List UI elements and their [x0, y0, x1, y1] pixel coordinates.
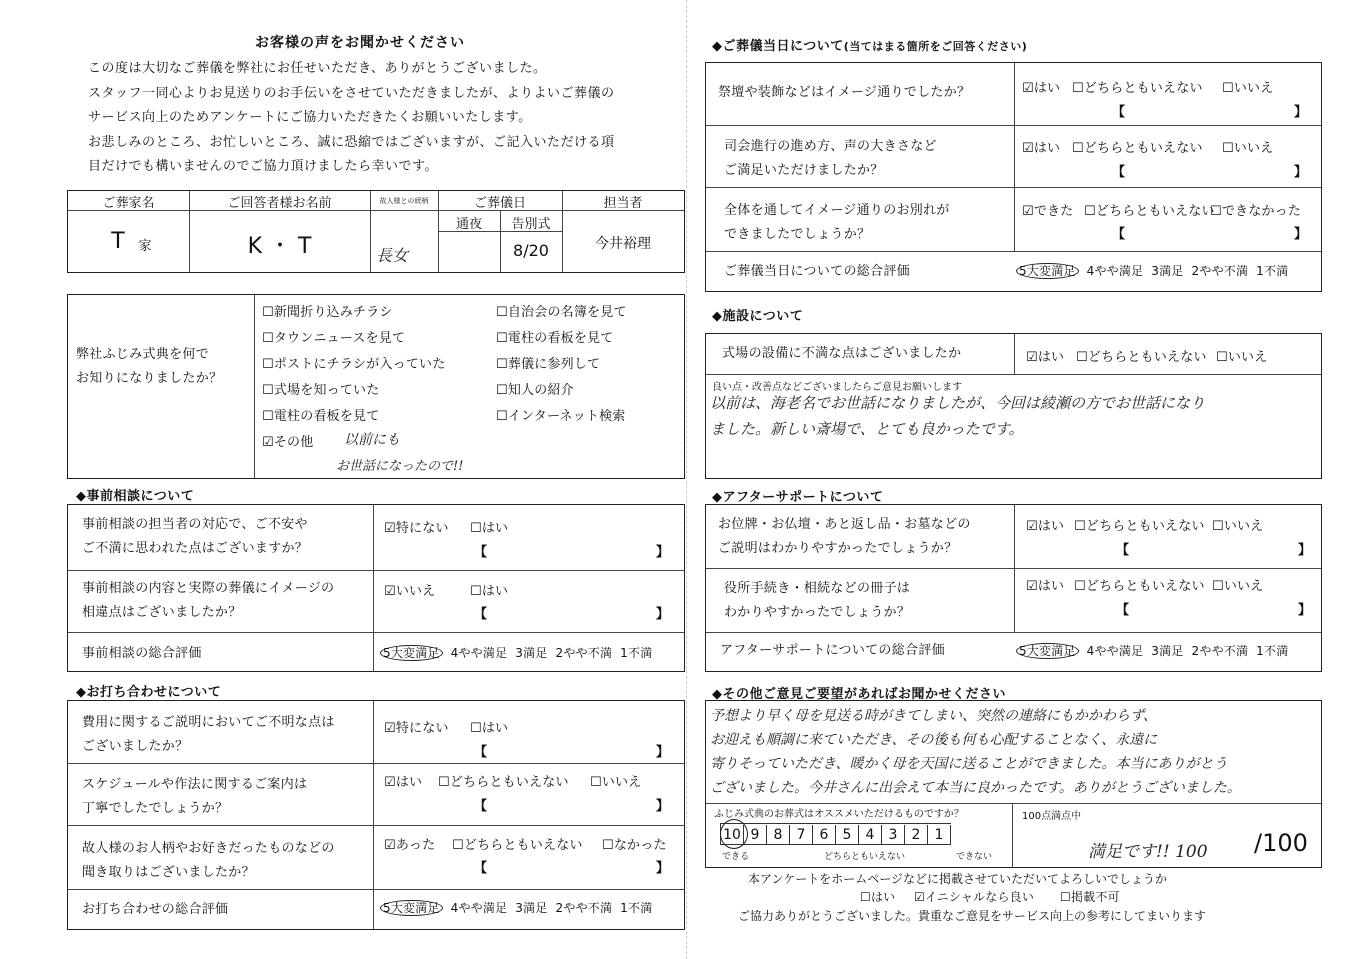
facility-q1-opt-neutral[interactable]: ☐ どちらともいえない: [1076, 346, 1207, 365]
subheader-kokubetsu: 告別式: [511, 217, 551, 232]
day-q2-opt-no[interactable]: ☐ いいえ: [1222, 137, 1273, 156]
source-opt-other[interactable]: ☑その他: [262, 435, 314, 450]
day-q1-opt-neutral[interactable]: ☐ どちらともいえない: [1072, 77, 1203, 96]
consult-q2: 事前相談の内容と実際の葬儀にイメージの 相違点はございましたか？: [82, 581, 335, 620]
recommend-label-neutral: どちらともいえない: [824, 852, 906, 862]
publish-opt-initials[interactable]: ☑イニシャルなら良い: [914, 890, 1035, 904]
bracket-open: 【: [474, 745, 488, 760]
day-heading: ◆ご葬儀当日について(当てはまる箇所をご回答ください): [712, 39, 1028, 54]
consult-q3: 事前相談の総合評価: [82, 646, 202, 661]
respondent-name: K ・ T: [247, 234, 312, 259]
after-q3: アフターサポートについての総合評価: [720, 643, 945, 658]
facility-box: [705, 333, 1322, 479]
bracket-close: 】: [656, 607, 670, 622]
day-q1-opt-yes[interactable]: ☑はい: [1022, 81, 1061, 96]
meeting-q1-opt-yes[interactable]: ☐ はい: [470, 717, 508, 736]
other-comment-line1: 予想より早く母を見送る時がきてしまい、突然の連絡にもかかわらず、: [710, 708, 1157, 724]
facility-comment-line1: 以前は、海老名でお世話になりましたが、今回は綾瀬の方でお世話になり: [710, 394, 1206, 412]
publish-opt-yes[interactable]: ☐ はい: [860, 888, 895, 905]
recommend-question: ふじみ式典のお葬式はオススメいただけるものですか？: [714, 809, 964, 820]
facility-q1-opt-yes[interactable]: ☑はい: [1026, 350, 1065, 365]
meeting-q4: お打ち合わせの総合評価: [82, 902, 229, 917]
publish-opt-no[interactable]: ☐ 掲載不可: [1060, 888, 1120, 905]
consult-heading: ◆事前相談について: [76, 489, 195, 504]
meeting-box: [67, 700, 685, 930]
other-comment-line4: ございました。今井さんに出会えて本当に良かったです。ありがとうございました。: [710, 780, 1241, 796]
source-opt-venue[interactable]: ☐ 式場を知っていた: [262, 379, 379, 398]
bracket-open: 【: [1112, 227, 1126, 242]
meeting-q3-opt-neutral[interactable]: ☐ どちらともいえない: [452, 834, 583, 853]
bracket-open: 【: [1116, 603, 1130, 618]
source-opt-referral[interactable]: ☐ 知人の紹介: [496, 379, 574, 398]
bracket-open: 【: [1112, 105, 1126, 120]
source-box: [67, 294, 685, 479]
day-q1-opt-no[interactable]: ☐ いいえ: [1222, 77, 1273, 96]
after-score-scale[interactable]: 5大変満足 4やや満足 3満足 2やや不満 1不満: [1016, 642, 1296, 659]
subheader-tsuya: 通夜: [455, 217, 482, 232]
source-opt-townnews[interactable]: ☐ タウンニュースを見て: [262, 327, 405, 346]
source-opt-newspaper[interactable]: ☐ 新聞折り込みチラシ: [262, 301, 393, 320]
recommend-label-yes: できる: [722, 852, 750, 862]
staff-name: 今井裕理: [595, 236, 651, 252]
bracket-close: 】: [1294, 165, 1308, 180]
bracket-close: 】: [1298, 543, 1312, 558]
day-q3-opt-no[interactable]: ☐ できなかった: [1210, 200, 1301, 219]
after-q2: 役所手続き・相続などの冊子は わかりやすかったでしょうか？: [724, 581, 911, 620]
day-box: [705, 62, 1322, 292]
day-q2-opt-yes[interactable]: ☑はい: [1022, 141, 1061, 156]
header-relation: 故人様との続柄: [379, 197, 429, 205]
consult-q2-opt-no[interactable]: ☑いいえ: [384, 584, 436, 599]
header-respondent: ご回答者様お名前: [227, 196, 332, 211]
after-q2-opt-no[interactable]: ☐ いいえ: [1212, 575, 1263, 594]
meeting-q2-opt-no[interactable]: ☐ いいえ: [590, 771, 641, 790]
day-q3-opt-yes[interactable]: ☑できた: [1022, 204, 1074, 219]
facility-q1: 式場の設備に不満な点はございましたか: [722, 346, 962, 361]
after-q1-opt-no[interactable]: ☐ いいえ: [1212, 515, 1263, 534]
consult-box: [67, 504, 685, 672]
after-box: [705, 504, 1322, 672]
header-date: ご葬儀日: [473, 196, 526, 211]
meeting-q2-opt-neutral[interactable]: ☐ どちらともいえない: [438, 771, 569, 790]
meeting-q3-opt-yes[interactable]: ☑あった: [384, 838, 436, 853]
other-box: [705, 700, 1322, 868]
kokubetsu-date: 8/20: [513, 241, 549, 260]
consult-q1: 事前相談の担当者の対応で、ご不安や ご不満に思われた点はございますか？: [82, 517, 309, 556]
meeting-q3-opt-no[interactable]: ☐ なかった: [602, 834, 667, 853]
source-opt-flyer[interactable]: ☐ ポストにチラシが入っていた: [262, 353, 445, 372]
bracket-close: 】: [656, 545, 670, 560]
header-staff: 担当者: [603, 196, 643, 211]
bracket-open: 【: [474, 799, 488, 814]
bracket-close: 】: [1294, 105, 1308, 120]
consult-q1-opt-yes[interactable]: ☐ はい: [470, 517, 508, 536]
bracket-close: 】: [656, 745, 670, 760]
source-other-handwritten-2: お世話になったので!!: [336, 459, 464, 474]
source-opt-attended[interactable]: ☐ 葬儀に参列して: [496, 353, 600, 372]
bracket-close: 】: [656, 861, 670, 876]
facility-comment-line2: ました。新しい斎場で、とても良かったです。: [710, 420, 1024, 438]
source-opt-sign[interactable]: ☐ 電柱の看板を見て: [262, 405, 379, 424]
meeting-q1-opt-none[interactable]: ☑特にない: [384, 721, 449, 736]
meeting-heading: ◆お打ち合わせについて: [76, 685, 222, 700]
recommend-label-no: できない: [956, 852, 993, 862]
thanks-note: ご協力ありがとうございました。貴重なご意見をサービス向上の参考にしてまいります: [738, 909, 1207, 923]
source-other-handwritten-1: 以前にも: [344, 432, 400, 448]
facility-heading: ◆施設について: [712, 309, 804, 324]
meeting-q2: スケジュールや作法に関するご案内は 丁寧でしたでしょうか？: [82, 777, 308, 816]
header-family: ご葬家名: [102, 196, 155, 211]
facility-comment-label: 良い点・改善点などございましたらご意見お願いします: [712, 382, 962, 393]
bracket-close: 】: [1294, 227, 1308, 242]
recommend-scale[interactable]: 10 9 8 7 6 5 4 3 2 1: [720, 823, 951, 845]
source-question: 弊社ふじみ式典を何で お知りになりましたか？: [76, 347, 223, 386]
bracket-close: 】: [1298, 603, 1312, 618]
meeting-q2-opt-yes[interactable]: ☑はい: [384, 775, 423, 790]
after-heading: ◆アフターサポートについて: [712, 490, 884, 505]
day-q1: 祭壇や装飾などはイメージ通りでしたか？: [718, 85, 971, 100]
consult-score-scale[interactable]: 5大変満足 4やや満足 3満足 2やや不満 1不満: [380, 644, 660, 661]
family-suffix: 家: [138, 239, 152, 254]
after-q1-opt-neutral[interactable]: ☐ どちらともいえない: [1074, 515, 1205, 534]
consult-q1-opt-none[interactable]: ☑特にない: [384, 521, 449, 536]
bracket-close: 】: [656, 799, 670, 814]
bracket-open: 【: [474, 545, 488, 560]
publish-question: 本アンケートをホームページなどに掲載させていただいてよろしいでしょうか: [748, 872, 1168, 886]
recommend-circle: [720, 819, 748, 849]
family-name: T: [111, 229, 125, 254]
page-fold-line: [686, 0, 687, 959]
meeting-q3: 故人様のお人柄やお好きだったものなどの 聞き取りはございましたか？: [82, 841, 335, 880]
source-opt-internet[interactable]: ☐ インターネット検索: [496, 405, 626, 424]
bracket-open: 【: [1112, 165, 1126, 180]
intro-text: この度は大切なご葬儀を弊社にお任せいただき、ありがとうございました。 スタッフ一同心よりお見送りのお手伝いをさせていただきましたが、よりよいご葬儀の サービス向上のためアンケートにご協力いただきたくお願いいたします。 お悲しみのところ、お忙しいところ、誠に恐縮ではございますが、ご記入いただける項 目だけでも構いませんのでご協力頂けましたら幸いです。: [88, 61, 615, 174]
day-q2: 司会進行の進め方、声の大きさなど ご満足いただけましたか？: [724, 139, 937, 178]
day-q2-opt-neutral[interactable]: ☐ どちらともいえない: [1072, 137, 1203, 156]
survey-title: お客様の声をお聞かせください: [255, 35, 465, 51]
score-handwritten: 満足です!! 100: [1088, 842, 1208, 862]
after-q1: お位牌・お仏壇・あと返し品・お墓などの ご説明はわかりやすかったでしょうか？: [718, 517, 971, 556]
source-opt-association[interactable]: ☐ 自治会の名簿を見て: [496, 301, 627, 320]
day-score-scale[interactable]: 5大変満足 4やや満足 3満足 2やや不満 1不満: [1016, 262, 1296, 279]
meeting-score-scale[interactable]: 5大変満足 4やや満足 3満足 2やや不満 1不満: [380, 899, 660, 916]
meeting-q1: 費用に関するご説明においてご不明な点は ございましたか？: [82, 715, 335, 754]
other-heading: ◆その他ご意見ご要望があればお聞かせください: [712, 687, 1006, 702]
day-q3: 全体を通してイメージ通りのお別れが できましたでしょうか？: [724, 203, 950, 242]
after-q2-opt-neutral[interactable]: ☐ どちらともいえない: [1074, 575, 1205, 594]
after-q2-opt-yes[interactable]: ☑はい: [1026, 579, 1065, 594]
facility-q1-opt-no[interactable]: ☐ いいえ: [1216, 346, 1267, 365]
score-total: /100: [1254, 829, 1308, 857]
other-comment-line3: 寄りそっていただき、暖かく母を天国に送ることができました。本当にありがとう: [710, 756, 1228, 772]
bracket-open: 【: [1116, 543, 1130, 558]
info-table: [67, 190, 685, 273]
after-q1-opt-yes[interactable]: ☑はい: [1026, 519, 1065, 534]
day-q4: ご葬儀当日についての総合評価: [724, 264, 910, 279]
relation-handwritten: 長女: [376, 246, 409, 265]
other-comment-line2: お迎えも順調に来ていただき、その後も何も心配することなく、永遠に: [710, 732, 1158, 748]
bracket-open: 【: [474, 607, 488, 622]
consult-q2-opt-yes[interactable]: ☐ はい: [470, 580, 508, 599]
bracket-open: 【: [474, 861, 488, 876]
day-q3-opt-neutral[interactable]: ☐ どちらともいえない: [1084, 200, 1215, 219]
source-opt-pole-sign[interactable]: ☐ 電柱の看板を見て: [496, 327, 613, 346]
score-label: 100点満点中: [1022, 811, 1082, 822]
